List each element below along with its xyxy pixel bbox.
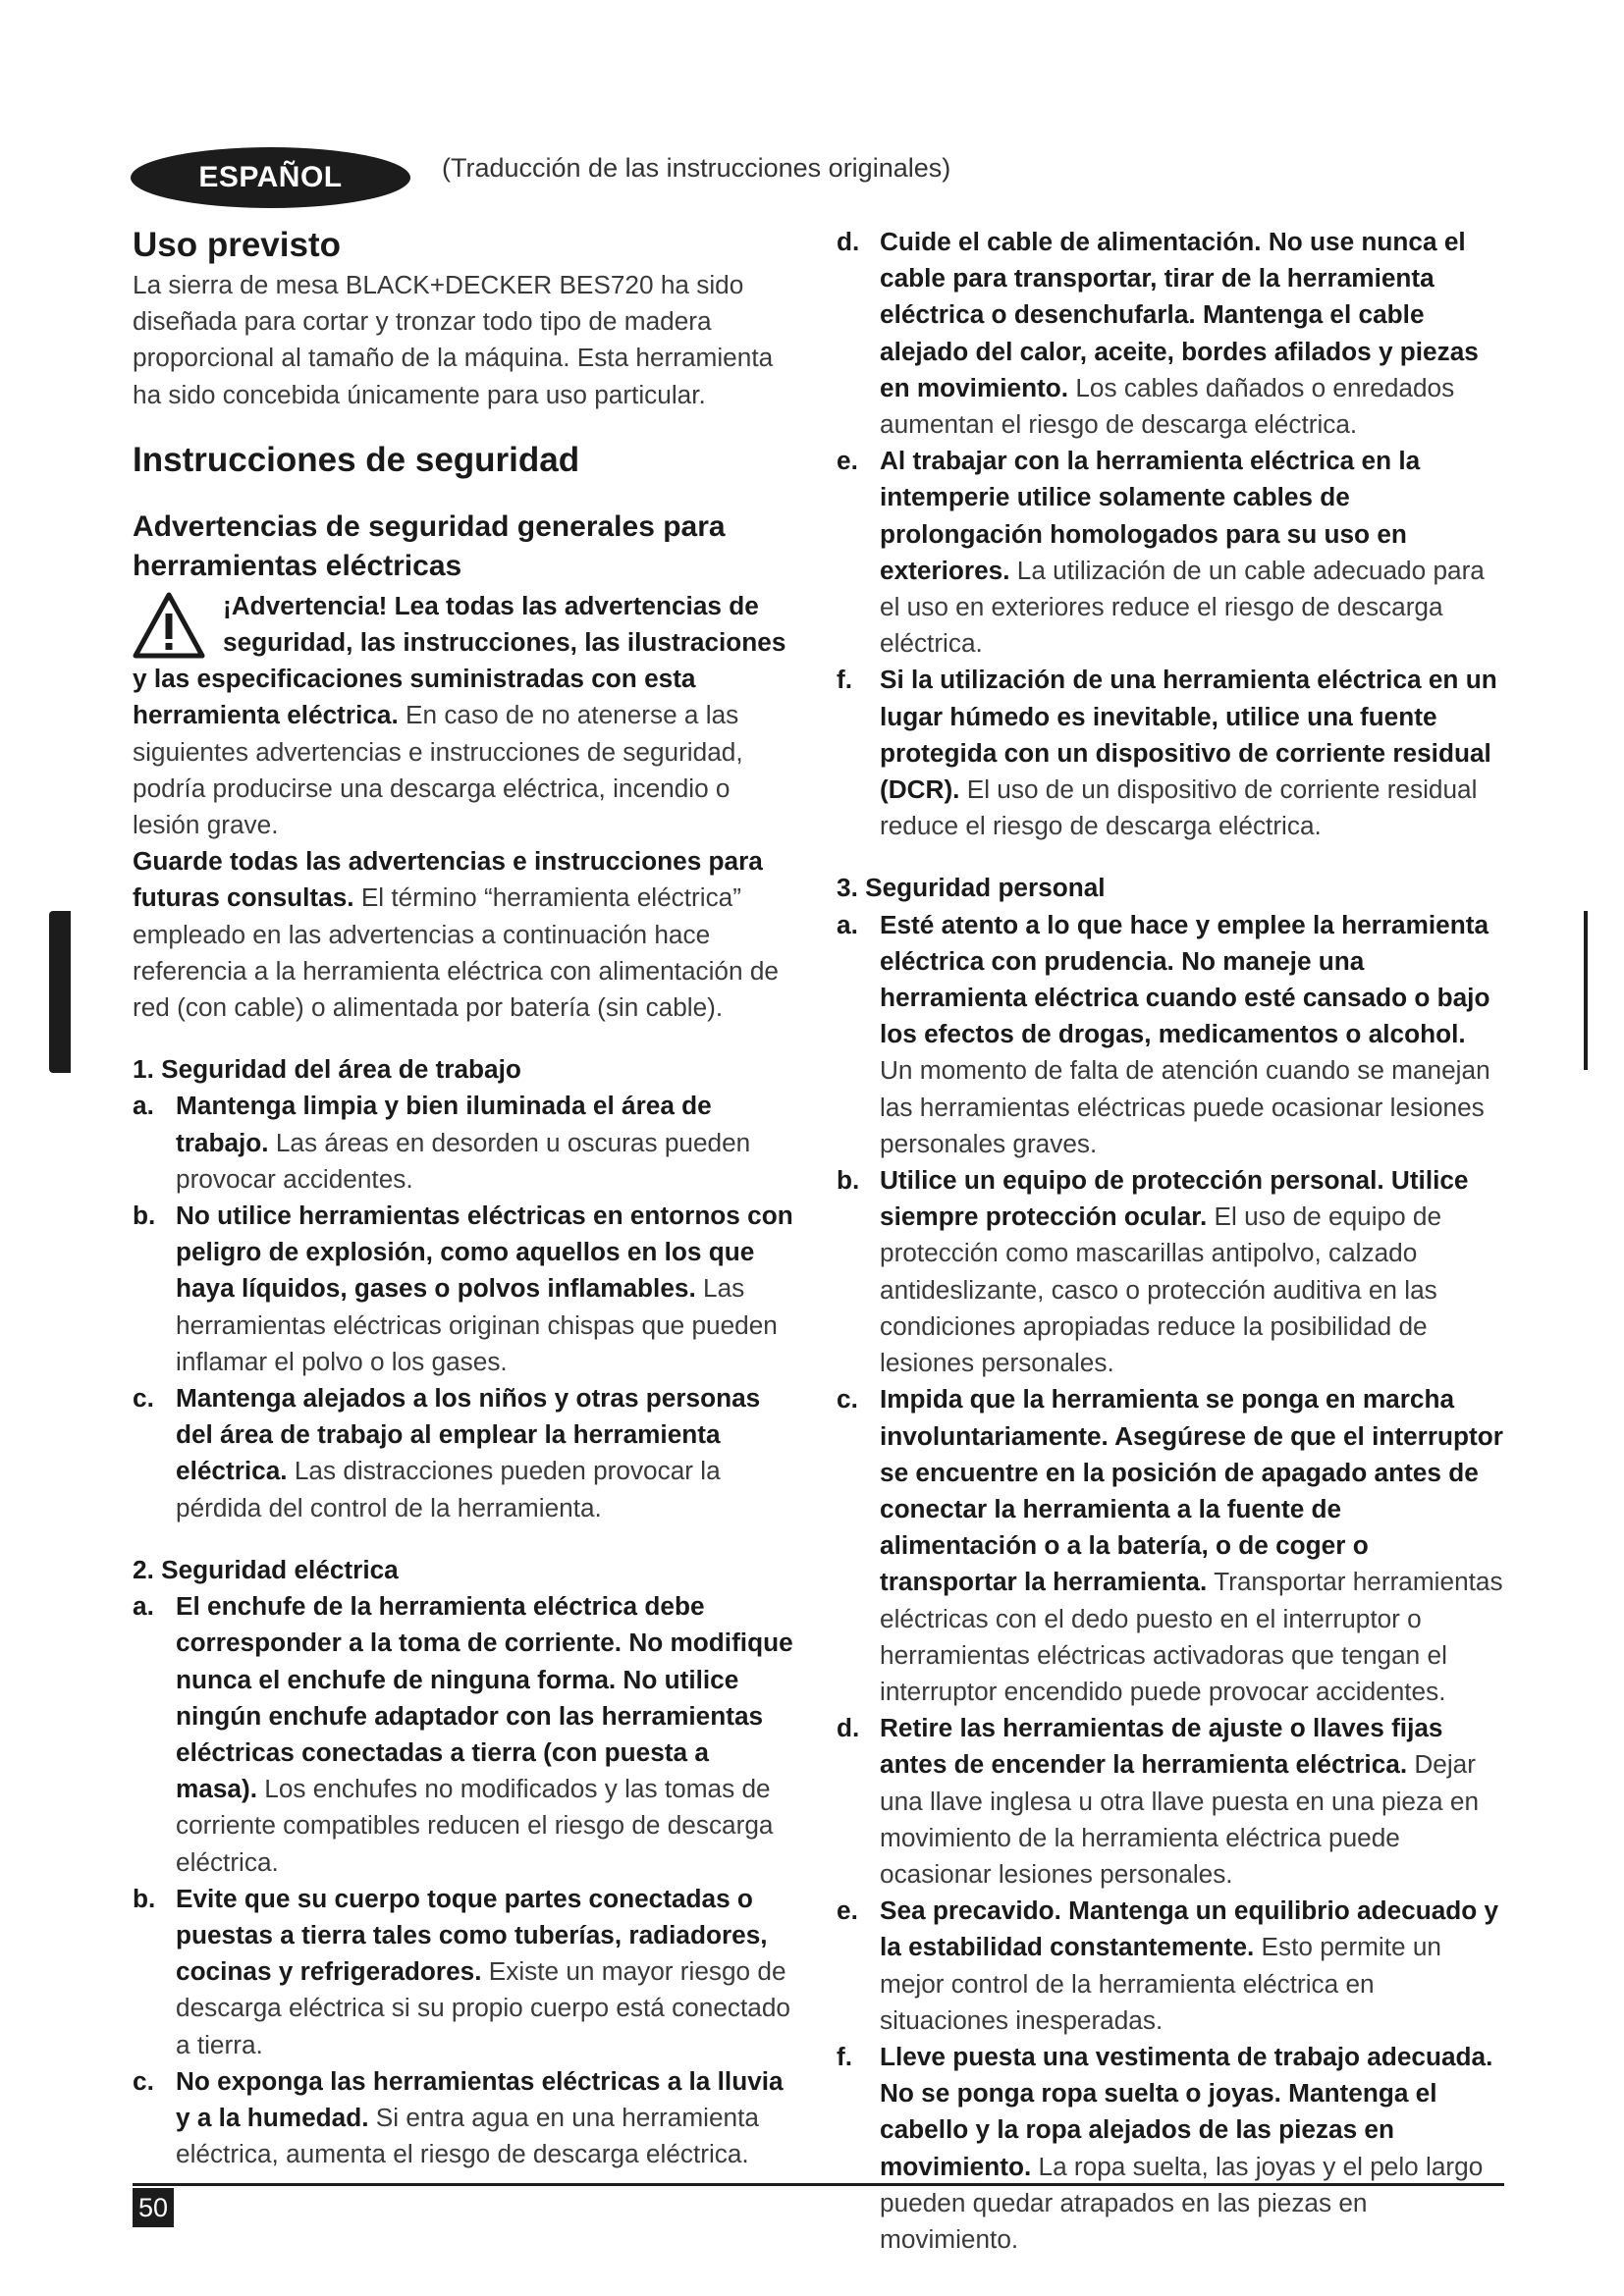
right-column <box>837 224 1504 2258</box>
list-item <box>837 1162 1504 1381</box>
item-bold: El enchufe de la herramienta eléctrica debe corresponder a la toma de corriente. No modifique nunca el enchufe de ninguna forma. No utilice ningún enchufe adaptador con las herramientas eléctricas conectadas a tierra (con puesta a masa). <box>176 1591 793 1804</box>
item-bold: Utilice un equipo de protección personal. Utilice siempre protección ocular. <box>880 1165 1469 1232</box>
list-item <box>133 1198 796 1380</box>
keep-instructions <box>133 843 796 1026</box>
item-text: Las distracciones pueden provocar la pérdida del control de la herramienta. <box>176 1456 721 1522</box>
list-item <box>837 662 1504 844</box>
list-item <box>133 1881 796 2063</box>
item-text: Las áreas en desorden u oscuras pueden provocar accidentes. <box>176 1127 751 1194</box>
list-item <box>837 907 1504 1162</box>
list-item <box>837 1710 1504 1893</box>
item-bold: Retire las herramientas de ajuste o llaves fijas antes de encender la herramienta eléctrica. <box>880 1713 1443 1780</box>
item-label: b. <box>133 1201 156 1231</box>
item-text: El uso de equipo de protección como mascarillas antipolvo, calzado antideslizante, casco o protección auditiva en las condiciones apropiadas reduce la posibilidad de lesiones personales. <box>880 1201 1442 1378</box>
left-column <box>133 224 796 2172</box>
section-tab-marker <box>49 911 71 1073</box>
item-label: a. <box>133 1091 154 1121</box>
item-label: c. <box>133 2065 154 2096</box>
item-label: a. <box>837 909 858 939</box>
item-text: Dejar una llave inglesa u otra llave puesta en una pieza en movimiento de la herramienta eléctrica puede ocasionar lesiones personales. <box>880 1749 1480 1889</box>
translation-note: (Traducción de las instrucciones originales) <box>442 153 951 183</box>
item-bold: Mantenga limpia y bien iluminada el área de trabajo. <box>176 1091 712 1157</box>
item-bold: Lleve puesta una vestimenta de trabajo adecuada. No se ponga ropa suelta o joyas. Mantenga el cabello y la ropa alejados de las piezas en movimiento. <box>880 2041 1493 2181</box>
item-text: Un momento de falta de atención cuando se manejan las herramientas eléctricas puede ocasionar lesiones personales graves. <box>880 1055 1490 1158</box>
margin-line <box>1584 911 1588 1070</box>
item-text: Esto permite un mejor control de la herramienta eléctrica en situaciones inesperadas. <box>880 1932 1441 2035</box>
item-label: d. <box>837 1713 860 1743</box>
list-item <box>837 1381 1504 1710</box>
item-bold: Cuide el cable de alimentación. No use nunca el cable para transportar, tirar de la herramienta eléctrica o desenchufarla. Mantenga el cable alejado del calor, aceite, bordes afilados y piezas en movimiento. <box>880 227 1479 402</box>
item-label: b. <box>133 1883 156 1913</box>
list-item <box>837 224 1504 443</box>
list-item <box>133 1088 796 1198</box>
item-text: Las herramientas eléctricas originan chispas que pueden inflamar el polvo o los gases. <box>176 1273 778 1376</box>
item-text: La utilización de un cable adecuado para el uso en exteriores reduce el riesgo de descarga eléctrica. <box>880 555 1485 659</box>
intended-use-text: La sierra de mesa BLACK+DECKER BES720 ha sido diseñada para cortar y tronzar todo tipo de madera proporcional al tamaño de la máquina. Esta herramienta ha sido concebida únicamente para uso particular. <box>133 270 774 409</box>
section2-title: 2. Seguridad eléctrica <box>133 1554 399 1584</box>
keep-instructions-text: El término “herramienta eléctrica” empleado en las advertencias a continuación hace referencia a la herramienta eléctrica con alimentación de red (con cable) o alimentada por batería (sin cable). <box>133 882 779 1023</box>
item-text: Existe un mayor riesgo de descarga eléctrica si su propio cuerpo está conectado a tierra. <box>176 1956 790 2059</box>
item-label: f. <box>837 665 852 695</box>
general-warnings-title: Advertencias de seguridad generales para herramientas eléctricas <box>133 509 726 582</box>
item-label: e. <box>837 1896 858 1926</box>
language-badge: ESPAÑOL <box>131 147 410 208</box>
item-bold: Impida que la herramienta se ponga en marcha involuntariamente. Asegúrese de que el interruptor se encuentre en la posición de apagado antes de conectar la herramienta a la fuente de alimentación o a la batería, o de coger o transportar la herramienta. <box>880 1384 1503 1597</box>
intended-use-title: Uso previsto <box>133 226 341 264</box>
list-item <box>837 443 1504 662</box>
list-item <box>837 2039 1504 2258</box>
item-bold: No exponga las herramientas eléctricas a la lluvia y a la humedad. <box>176 2065 784 2132</box>
keep-instructions-bold: Guarde todas las advertencias e instrucciones para futuras consultas. <box>133 846 763 913</box>
page-number: 50 <box>133 2188 174 2227</box>
item-text: Los enchufes no modificados y las tomas de corriente compatibles reducen el riesgo de descarga eléctrica. <box>176 1774 774 1877</box>
item-bold: Sea precavido. Mantenga un equilibrio adecuado y la estabilidad constantemente. <box>880 1896 1499 1962</box>
item-bold: Al trabajar con la herramienta eléctrica en la intemperie utilice solamente cables de prolongación homologados para su uso en exteriores. <box>880 446 1421 585</box>
footer-rule <box>133 2183 1504 2186</box>
warning-triangle-icon <box>133 592 205 659</box>
item-label: e. <box>837 446 858 476</box>
item-label: f. <box>837 2041 852 2071</box>
item-label: c. <box>837 1384 858 1415</box>
item-bold: No utilice herramientas eléctricas en entornos con peligro de explosión, como aquellos en los que haya líquidos, gases o polvos inflamables. <box>176 1201 793 1304</box>
item-label: a. <box>133 1591 154 1622</box>
list-item <box>133 2063 796 2173</box>
section3-title: 3. Seguridad personal <box>837 873 1106 903</box>
general-warning-bold: ¡Advertencia! Lea todas las advertencias de seguridad, las instrucciones, las ilustraciones y las especificaciones suministradas con esta herramienta eléctrica. <box>133 590 786 730</box>
item-text: La ropa suelta, las joyas y el pelo largo pueden quedar atrapados en las piezas en movimiento. <box>880 2151 1484 2254</box>
item-bold: Evite que su cuerpo toque partes conectadas o puestas a tierra tales como tuberías, radiadores, cocinas y refrigeradores. <box>176 1883 768 1987</box>
section1-title: 1. Seguridad del área de trabajo <box>133 1054 521 1085</box>
item-text: Transportar herramientas eléctricas con el dedo puesto en el interruptor o herramientas eléctricas activadoras que tengan el interruptor encendido puede provocar accidentes. <box>880 1567 1503 1706</box>
safety-title: Instrucciones de seguridad <box>133 440 580 479</box>
item-text: Si entra agua en una herramienta eléctrica, aumenta el riesgo de descarga eléctrica. <box>176 2102 759 2169</box>
item-bold: Mantenga alejados a los niños y otras personas del área de trabajo al emplear la herramienta eléctrica. <box>176 1383 761 1486</box>
item-bold: Si la utilización de una herramienta eléctrica en un lugar húmedo es inevitable, utilice una fuente protegida con un dispositivo de corriente residual (DCR). <box>880 665 1497 805</box>
general-warning-block <box>133 588 796 843</box>
general-warning-text: En caso de no atenerse a las siguientes advertencias e instrucciones de seguridad, podría producirse una descarga eléctrica, incendio o lesión grave. <box>133 700 743 840</box>
item-text: Los cables dañados o enredados aumentan el riesgo de descarga eléctrica. <box>880 372 1455 440</box>
item-text: El uso de un dispositivo de corriente residual reduce el riesgo de descarga eléctrica. <box>880 774 1478 841</box>
list-item <box>837 1893 1504 2039</box>
list-item <box>133 1380 796 1526</box>
list-item <box>133 1588 796 1881</box>
item-label: c. <box>133 1383 154 1414</box>
item-bold: Esté atento a lo que hace y emplee la herramienta eléctrica con prudencia. No maneje una herramienta eléctrica cuando esté cansado o bajo los efectos de drogas, medicamentos o alcohol. <box>880 909 1490 1049</box>
item-label: d. <box>837 227 860 256</box>
item-label: b. <box>837 1165 860 1196</box>
